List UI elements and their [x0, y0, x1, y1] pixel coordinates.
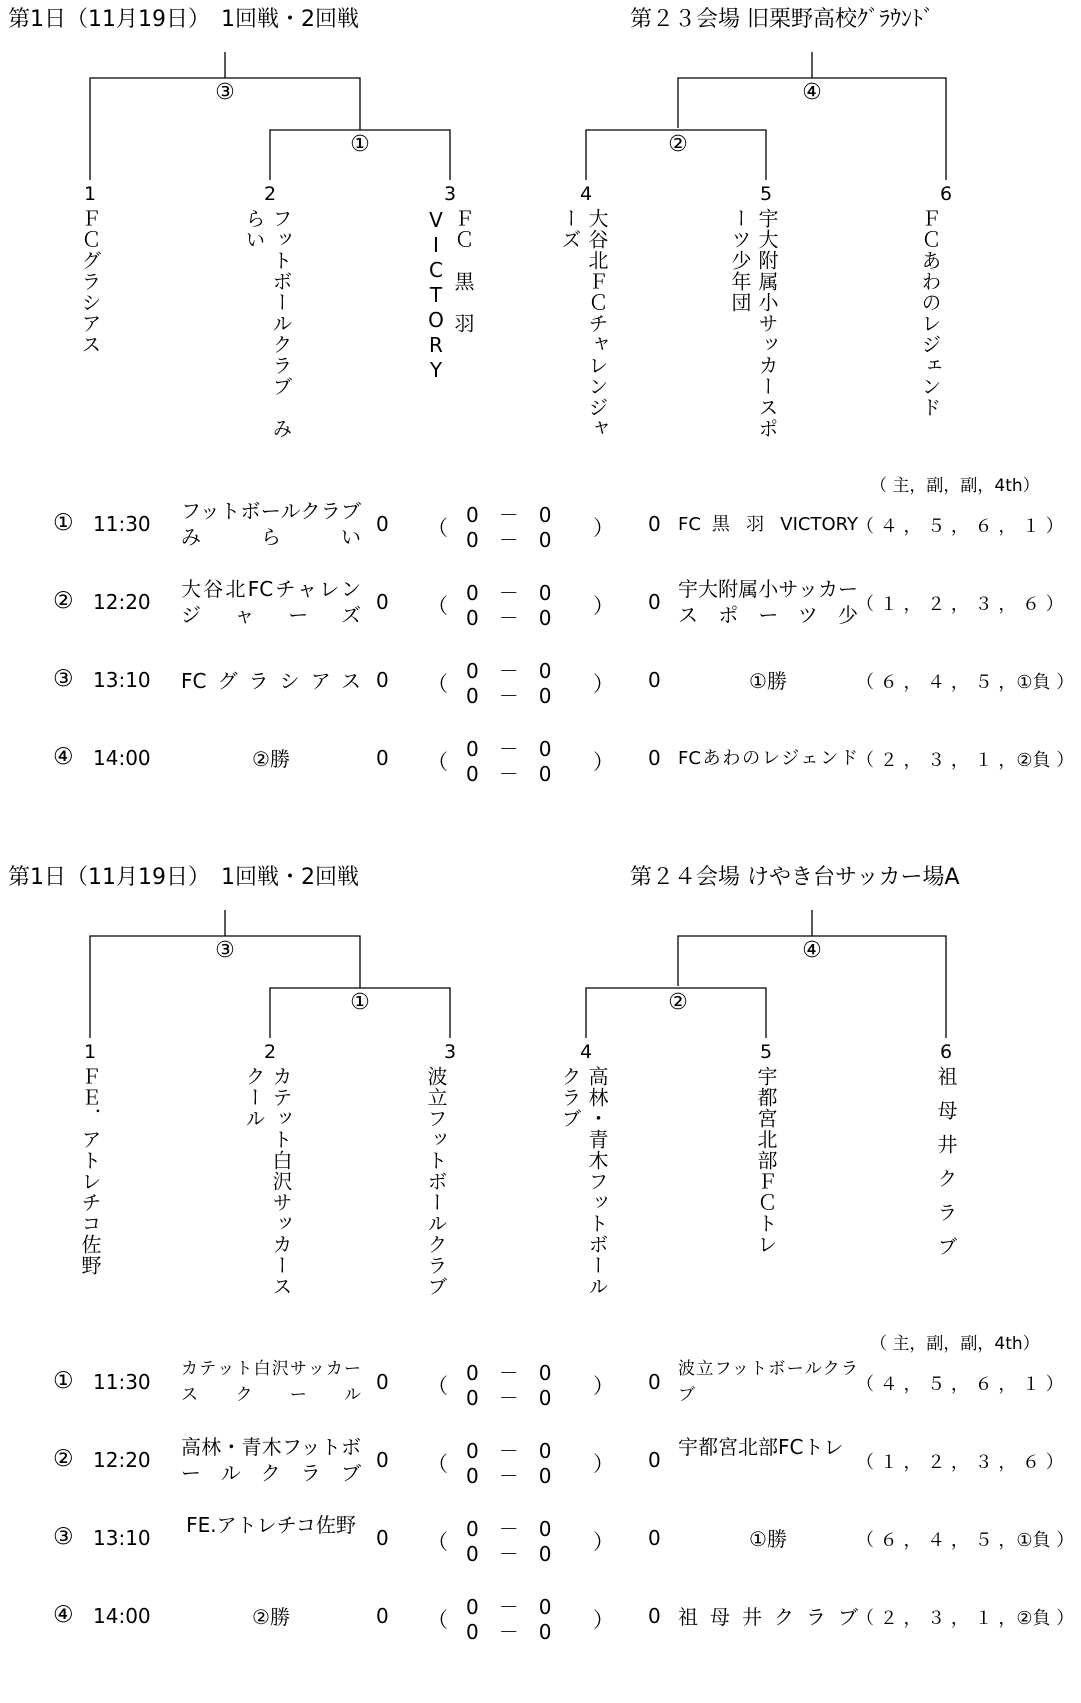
kickoff-time: 12:20: [93, 590, 151, 614]
first-half-score: 0 － 0: [466, 1361, 552, 1385]
match-4-node: ④: [797, 79, 827, 107]
team-a: ②勝: [252, 747, 290, 771]
paren-close: ）: [593, 1530, 614, 1554]
kickoff-time: 12:20: [93, 1448, 151, 1472]
score-a: 0: [376, 746, 389, 770]
team-name: 波立フットボールクラブ: [424, 1066, 448, 1297]
score-b: 0: [648, 668, 661, 692]
paren-open: （: [427, 672, 448, 696]
kickoff-time: 11:30: [93, 512, 151, 536]
match-1-node: ①: [345, 131, 375, 159]
paren-close: ）: [593, 1374, 614, 1398]
score-a: 0: [376, 590, 389, 614]
team-b: ①勝: [749, 669, 787, 693]
paren-close: ）: [593, 516, 614, 540]
match-1-node: ①: [345, 989, 375, 1017]
score-b: 0: [648, 1526, 661, 1550]
match-number: ②: [53, 1446, 74, 1472]
score-a: 0: [376, 1604, 389, 1628]
match-row: [0, 1352, 1081, 1412]
score-a: 0: [376, 512, 389, 536]
day-round-header: 第1日（11月19日） 1回戦・2回戦: [8, 865, 359, 890]
match-number: ①: [53, 1368, 74, 1394]
paren-open: （: [427, 1608, 448, 1632]
team-name: ＦＣあわのレジェンド: [918, 208, 942, 418]
team-b: 波立フットボールクラブ: [678, 1359, 858, 1405]
second-half-score: 0 － 0: [466, 606, 552, 630]
score-b: 0: [648, 1370, 661, 1394]
second-half-score: 0 － 0: [466, 684, 552, 708]
second-half-score: 0 － 0: [466, 1542, 552, 1566]
match-number: ②: [53, 588, 74, 614]
referee-assignment: （ ４ ， ５ ， ６ ， １ ）: [856, 516, 1064, 537]
team-b: FC 黒 羽 VICTORY: [678, 514, 858, 535]
team-name: 宇大附属小サッカースポーツ少年団: [728, 208, 779, 439]
second-half-score: 0 － 0: [466, 528, 552, 552]
team-a: 高林・青木フットボールクラブ: [181, 1435, 361, 1485]
match-row: [0, 728, 1081, 788]
match-row: [0, 1430, 1081, 1490]
team-number: 3: [443, 1041, 457, 1063]
referee-assignment: （ １ ， ２ ， ３ ， ６ ）: [856, 594, 1064, 615]
referee-legend: （ 主，副，副，4th）: [870, 476, 1040, 496]
paren-close: ）: [593, 750, 614, 774]
paren-close: ）: [593, 1608, 614, 1632]
kickoff-time: 11:30: [93, 1370, 151, 1394]
paren-close: ）: [593, 1452, 614, 1476]
team-number: 5: [759, 183, 773, 205]
team-name: 高林・青木フットボールクラブ: [558, 1066, 609, 1297]
schedule-section-23: [0, 0, 1081, 845]
first-half-score: 0 － 0: [466, 503, 552, 527]
referee-legend: （ 主，副，副，4th）: [870, 1334, 1040, 1354]
schedule-section-24: [0, 858, 1081, 1703]
second-half-score: 0 － 0: [466, 762, 552, 786]
kickoff-time: 14:00: [93, 746, 151, 770]
match-2-node: ②: [663, 131, 693, 159]
referee-assignment: （ １ ， ２ ， ３ ， ６ ）: [856, 1452, 1064, 1473]
match-3-node: ③: [210, 937, 240, 965]
team-number: 4: [579, 183, 593, 205]
team-a: FE.アトレチコ佐野: [186, 1513, 356, 1537]
referee-assignment: （ ４ ， ５ ， ６ ， １ ）: [856, 1374, 1064, 1395]
match-2-node: ②: [663, 989, 693, 1017]
match-row: [0, 1586, 1081, 1646]
match-3-node: ③: [210, 79, 240, 107]
paren-open: （: [427, 1374, 448, 1398]
match-number: ③: [53, 1524, 74, 1550]
team-a: ②勝: [252, 1605, 290, 1629]
day-round-header: 第1日（11月19日） 1回戦・2回戦: [8, 7, 359, 32]
paren-open: （: [427, 516, 448, 540]
team-a: フットボールクラブ み ら い: [181, 499, 381, 549]
venue-header: 第２４会場 けやき台サッカー場A: [630, 865, 960, 890]
team-number: 2: [263, 1041, 277, 1063]
match-number: ④: [53, 1602, 74, 1628]
team-a: 大谷北FCチャレンジャーズ: [181, 577, 361, 627]
team-name: フットボールクラブ みらい: [242, 208, 293, 439]
match-row: [0, 494, 1081, 554]
team-name: 宇都宮北部ＦＣトレ: [754, 1066, 778, 1255]
score-a: 0: [376, 1526, 389, 1550]
score-b: 0: [648, 1448, 661, 1472]
match-number: ④: [53, 744, 74, 770]
team-a: FCグラシアス: [181, 669, 361, 693]
team-b: ①勝: [749, 1527, 787, 1551]
match-row: [0, 1508, 1081, 1568]
referee-assignment: （ ２ ， ３ ， １ ，②負 ）: [856, 750, 1075, 771]
team-b: 宇都宮北部FCトレ: [678, 1435, 844, 1459]
score-b: 0: [648, 590, 661, 614]
team-name: カテット白沢サッカースクール: [242, 1066, 293, 1297]
paren-open: （: [427, 1452, 448, 1476]
team-number: 3: [443, 183, 457, 205]
team-name: ＦＣグラシアス: [78, 208, 102, 355]
second-half-score: 0 － 0: [466, 1620, 552, 1644]
team-name: 大谷北ＦＣチャレンジャーズ: [558, 208, 609, 439]
team-b: 宇大附属小サッカースポーツ少: [678, 577, 858, 627]
first-half-score: 0 － 0: [466, 659, 552, 683]
team-number: 1: [83, 1041, 97, 1063]
paren-open: （: [427, 750, 448, 774]
bracket-lines: [0, 858, 1081, 1058]
team-number: 4: [579, 1041, 593, 1063]
team-b: 祖 母 井 ク ラ ブ: [678, 1605, 858, 1629]
match-number: ①: [53, 510, 74, 536]
score-b: 0: [648, 746, 661, 770]
team-number: 6: [939, 1041, 953, 1063]
team-number: 2: [263, 183, 277, 205]
paren-close: ）: [593, 672, 614, 696]
referee-assignment: （ ６ ， ４ ， ５ ，①負 ）: [856, 672, 1075, 693]
kickoff-time: 13:10: [93, 1526, 151, 1550]
paren-close: ）: [593, 594, 614, 618]
match-4-node: ④: [797, 937, 827, 965]
kickoff-time: 14:00: [93, 1604, 151, 1628]
referee-assignment: （ ２ ， ３ ， １ ，②負 ）: [856, 1608, 1075, 1629]
team-name: ＦＣ 黒 羽VICTORY: [424, 208, 475, 383]
team-number: 6: [939, 183, 953, 205]
score-a: 0: [376, 668, 389, 692]
score-b: 0: [648, 512, 661, 536]
first-half-score: 0 － 0: [466, 1517, 552, 1541]
match-row: [0, 650, 1081, 710]
first-half-score: 0 － 0: [466, 1595, 552, 1619]
team-b: FCあわのレジェンド: [678, 748, 858, 769]
paren-open: （: [427, 1530, 448, 1554]
team-number: 5: [759, 1041, 773, 1063]
second-half-score: 0 － 0: [466, 1464, 552, 1488]
venue-header: 第２３会場 旧栗野高校ｸﾞﾗｳﾝﾄﾞ: [630, 7, 934, 32]
first-half-score: 0 － 0: [466, 737, 552, 761]
score-b: 0: [648, 1604, 661, 1628]
first-half-score: 0 － 0: [466, 1439, 552, 1463]
paren-open: （: [427, 594, 448, 618]
kickoff-time: 13:10: [93, 668, 151, 692]
referee-assignment: （ ６ ， ４ ， ５ ，①負 ）: [856, 1530, 1075, 1551]
score-a: 0: [376, 1448, 389, 1472]
team-name: 祖母井クラブ: [934, 1066, 958, 1270]
bracket-lines: [0, 0, 1081, 200]
score-a: 0: [376, 1370, 389, 1394]
team-number: 1: [83, 183, 97, 205]
team-name: ＦＥ．アトレチコ佐野: [78, 1066, 102, 1276]
second-half-score: 0 － 0: [466, 1386, 552, 1410]
match-number: ③: [53, 666, 74, 692]
team-a: カテット白沢サッカースクール: [181, 1359, 361, 1405]
match-row: [0, 572, 1081, 632]
first-half-score: 0 － 0: [466, 581, 552, 605]
